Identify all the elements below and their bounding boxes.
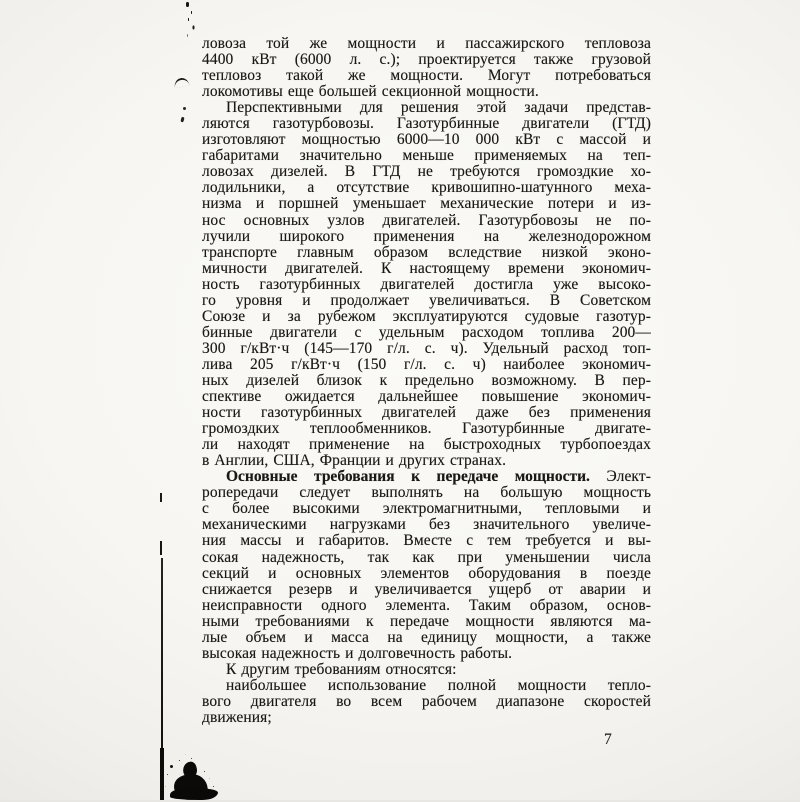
text-line: [202, 148, 651, 164]
text-run: наибольшее использование полной мощности тепло-: [226, 677, 651, 694]
margin-comma: [180, 117, 184, 122]
text-line: [202, 325, 651, 341]
text-line: [202, 229, 651, 245]
text-run: лива 205 г/кВт·ч (150 г/л. с. ч) наиболее экономич-: [202, 356, 651, 373]
text-line: [202, 196, 651, 212]
text-run: мичности двигателей. К настоящему времени экономич-: [202, 260, 651, 277]
text-line: [202, 614, 651, 630]
text-line: [202, 36, 651, 52]
text-line: [202, 261, 651, 277]
text-run: лые объем и масса на единицу мощности, а также: [202, 629, 651, 646]
text-line: [202, 501, 651, 517]
text-line: [202, 405, 651, 421]
text-line: [202, 389, 651, 405]
text-run: неисправности одного элемента. Таким образом, основ-: [202, 597, 651, 614]
text-line: [202, 164, 651, 180]
text-line: [202, 116, 651, 132]
text-run: локомотивы еще большей секционной мощности.: [202, 84, 539, 101]
text-line: [202, 421, 651, 437]
text-line: [202, 453, 651, 469]
text-run: вого двигателя во всем рабочем диапазоне скоростей: [202, 693, 651, 710]
text-line: [202, 357, 651, 373]
text-run: нос основных узлов двигателей. Газотурбовозы не по-: [202, 212, 651, 229]
text-run: секций и основных элементов оборудования в поезде: [202, 565, 651, 582]
text-line: [202, 68, 651, 84]
text-line: [202, 550, 651, 566]
text-line: [202, 517, 651, 533]
text-run: ния массы и габаритов. Вместе с тем требуется и вы-: [202, 533, 651, 550]
text-run: сокая надежность, так как при уменьшении числа: [202, 549, 651, 566]
text-run: К другим требованиям относятся:: [226, 661, 457, 678]
text-run: ли находят применение на быстроходных турбопоездах: [202, 437, 651, 454]
margin-tick: [160, 541, 162, 555]
text-run: ность газотурбинных двигателей достигла уже высоко-: [202, 276, 651, 293]
text-run: транспорте главным образом вследствие низкой эконо-: [202, 244, 651, 261]
margin-vertical-line: [160, 748, 164, 800]
text-line: [202, 213, 651, 229]
text-run: спективе ожидается дальнейшее повышение экономич-: [202, 389, 651, 406]
text-run: низма и поршней уменьшает механические потери и из-: [202, 196, 651, 213]
text-line: [202, 100, 651, 116]
text-run: ловоза той же мощности и пассажирского тепловоза: [202, 36, 651, 52]
text-run: ловозах дизелей. В ГТД не требуются громоздкие хо-: [202, 164, 651, 181]
text-run: ропередачи следует выполнять на большую мощность: [202, 485, 651, 502]
text-run: изготовляют мощностью 6000—10 000 кВт с массой и: [202, 132, 651, 149]
text-line: [202, 309, 651, 325]
text-run: снижается резерв и увеличивается ущерб от аварии и: [202, 581, 651, 598]
margin-tick: [160, 493, 162, 502]
bold-text-run: Основные требования к передаче мощности.: [226, 469, 590, 486]
text-run: Элект-: [589, 469, 651, 486]
text-run: габаритами значительно меньше применяемых на теп-: [202, 148, 651, 165]
text-line: [202, 646, 651, 662]
text-line: [202, 437, 651, 453]
text-line: [202, 132, 651, 148]
text-line: [202, 630, 651, 646]
text-run: го уровня и продолжает увеличиваться. В Советском: [202, 292, 651, 309]
text-line: [202, 84, 651, 100]
text-line: [202, 373, 651, 389]
text-line: [202, 485, 651, 501]
text-run: механическими нагрузками без значительного увеличе-: [202, 517, 651, 534]
text-run: бинные двигатели с удельным расходом топлива 200—: [202, 324, 651, 341]
text-line: [202, 341, 651, 357]
ink-tilde-mark: [173, 77, 189, 88]
text-run: ности газотурбинных двигателей даже без применения: [202, 405, 651, 422]
text-run: 4400 кВт (6000 л. с.); проектируется также грузовой: [202, 52, 651, 69]
text-line: [202, 678, 651, 694]
margin-dot: [183, 107, 186, 110]
text-run: 300 г/кВт·ч (145—170 г/л. с. ч). Удельный расход топ-: [202, 340, 651, 357]
text-line: [202, 277, 651, 293]
text-run: ными требованиями к передаче мощности являются ма-: [202, 613, 651, 630]
text-run: в Англии, США, Франции и других странах.: [202, 453, 507, 470]
text-run: Союзе и за рубежом эксплуатируются судовые газотур-: [202, 308, 651, 325]
text-run: с более высокими электромагнитными, тепловыми и: [202, 501, 651, 518]
text-line: [202, 598, 651, 614]
text-run: ных дизелей близок к предельно возможному. В пер-: [202, 372, 651, 389]
text-line: [202, 710, 651, 726]
text-run: высокая надежность и долговечность работы.: [202, 645, 513, 662]
text-line: [202, 533, 651, 549]
text-line: [202, 582, 651, 598]
ink-blot-bottom-left: [170, 788, 218, 800]
text-line: [202, 293, 651, 309]
text-run: лодильники, а отсутствие кривошипно-шатунного меха-: [202, 180, 651, 197]
ink-blot-specks: [170, 765, 173, 768]
text-line: [202, 245, 651, 261]
text-run: ляются газотурбовозы. Газотурбинные двигатели (ГТД): [202, 116, 651, 133]
text-line: [202, 662, 651, 678]
text-line: [202, 469, 651, 485]
text-line: [202, 566, 651, 582]
text-column: [202, 36, 651, 726]
text-run: громоздких теплообменников. Газотурбинные двигате-: [202, 421, 651, 438]
text-run: лучили широкого применения на железнодорожном: [202, 228, 651, 245]
text-line: [202, 52, 651, 68]
text-run: Перспективными для решения этой задачи представ-: [226, 100, 651, 117]
text-line: [202, 694, 651, 710]
text-run: тепловоз такой же мощности. Могут потребоваться: [202, 68, 651, 85]
text-line: [202, 180, 651, 196]
ink-speck-trail: [186, 2, 189, 7]
page-number: 7: [604, 731, 612, 748]
text-run: движения;: [202, 709, 272, 726]
